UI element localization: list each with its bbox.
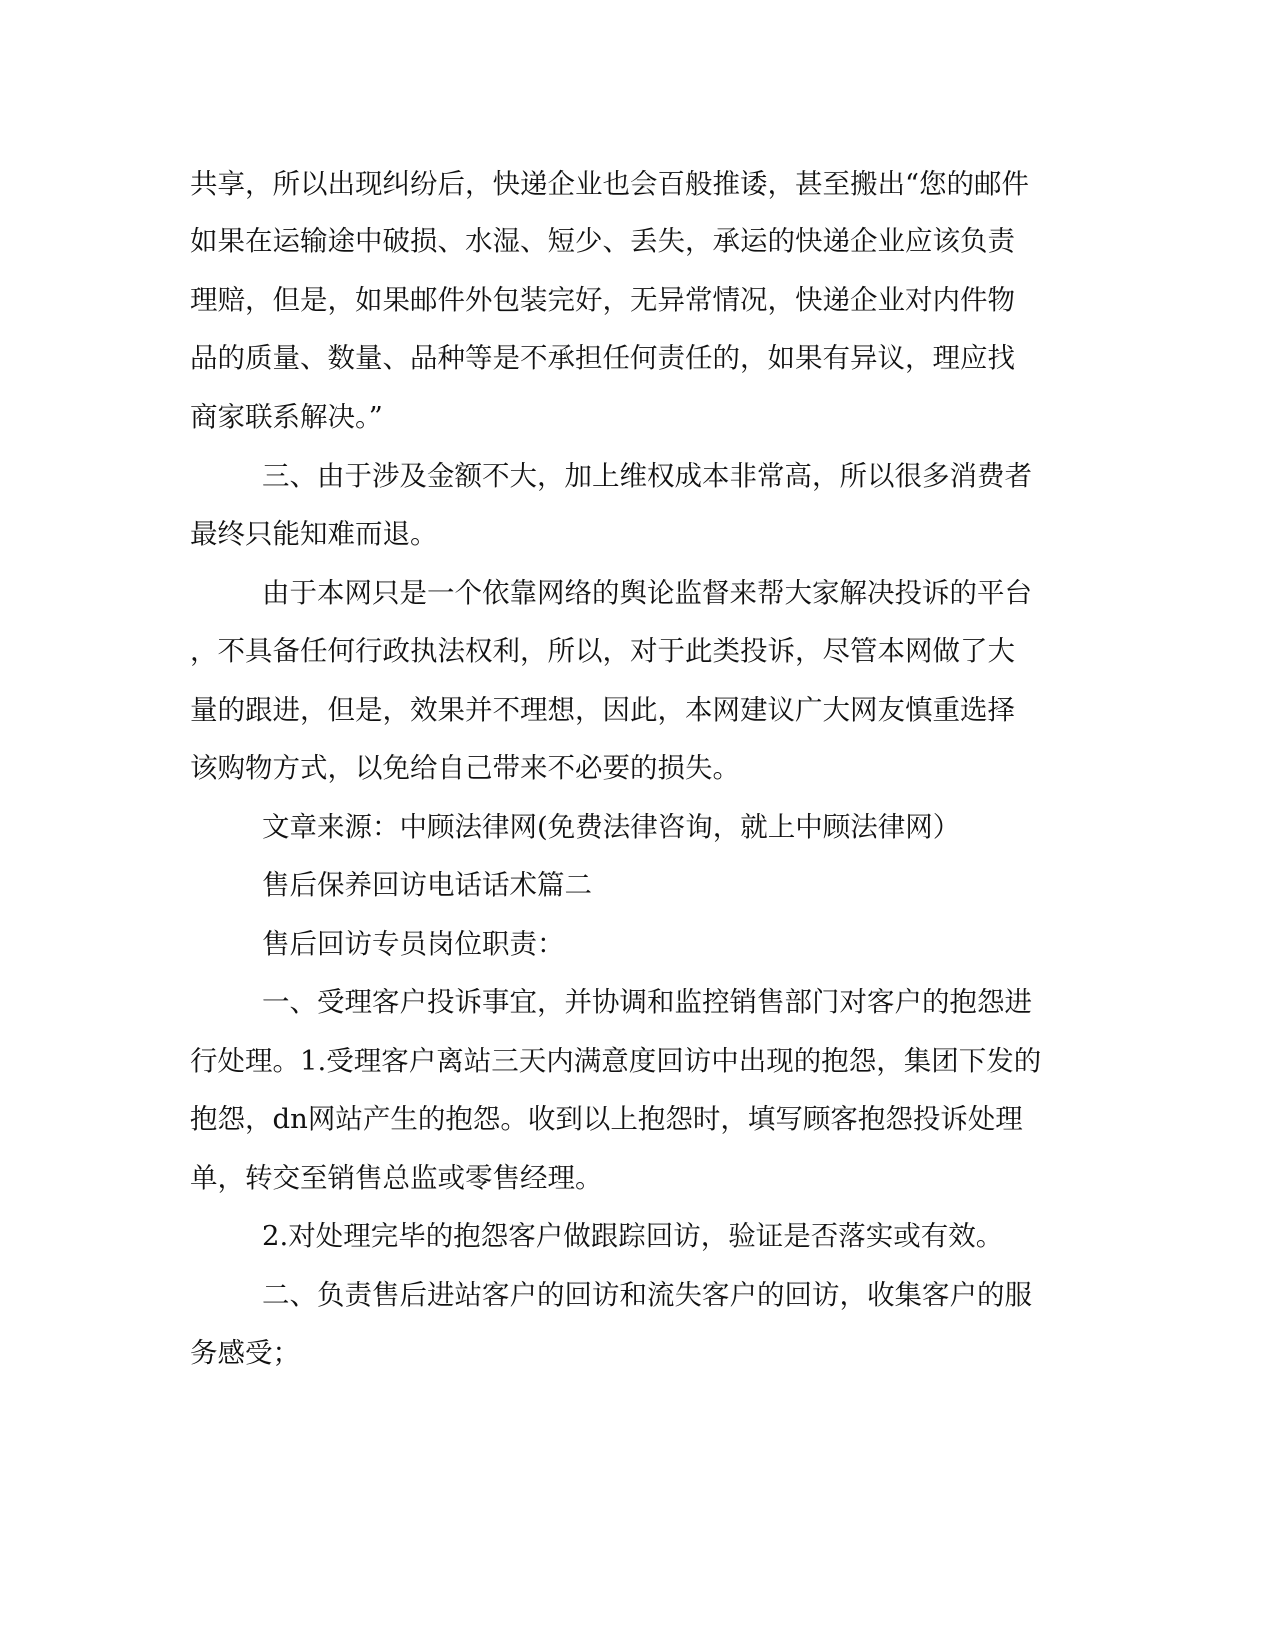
text-line-5: 商家联系解决。” bbox=[190, 401, 383, 433]
text-line-8: 由于本网只是一个依靠网络的舆论监督来帮大家解决投诉的平台 bbox=[262, 577, 1032, 609]
text-line-9: ，不具备任何行政执法权利，所以，对于此类投诉，尽管本网做了大 bbox=[190, 635, 1015, 667]
text-line-20: 二、负责售后进站客户的回访和流失客户的回访，收集客户的服 bbox=[262, 1279, 1032, 1311]
text-line-17: 抱怨，dn网站产生的抱怨。收到以上抱怨时，填写顾客抱怨投诉处理 bbox=[190, 1103, 1023, 1135]
subheading: 售后回访专员岗位职责： bbox=[262, 928, 565, 960]
text-line-16: 行处理。1.受理客户离站三天内满意度回访中出现的抱怨，集团下发的 bbox=[190, 1045, 1042, 1077]
text-line-1: 共享，所以出现纠纷后，快递企业也会百般推诿，甚至搬出“您的邮件 bbox=[190, 168, 1030, 200]
text-line-3: 理赔，但是，如果邮件外包装完好，无异常情况，快递企业对内件物 bbox=[190, 284, 1015, 316]
text-line-11: 该购物方式，以免给自己带来不必要的损失。 bbox=[190, 752, 740, 784]
text-line-10: 量的跟进，但是，效果并不理想，因此，本网建议广大网友慎重选择 bbox=[190, 694, 1015, 726]
section-title: 售后保养回访电话话术篇二 bbox=[262, 869, 592, 901]
text-line-7: 最终只能知难而退。 bbox=[190, 518, 438, 550]
text-line-4: 品的质量、数量、品种等是不承担任何责任的，如果有异议，理应找 bbox=[190, 342, 1015, 374]
text-line-18: 单，转交至销售总监或零售经理。 bbox=[190, 1162, 603, 1194]
text-line-21: 务感受； bbox=[190, 1337, 300, 1369]
text-line-15: 一、受理客户投诉事宜，并协调和监控销售部门对客户的抱怨进 bbox=[262, 986, 1032, 1018]
text-line-6: 三、由于涉及金额不大，加上维权成本非常高，所以很多消费者 bbox=[262, 460, 1032, 492]
source-line: 文章来源：中顾法律网(免费法律咨询，就上中顾法律网） bbox=[262, 811, 961, 843]
text-line-2: 如果在运输途中破损、水湿、短少、丢失，承运的快递企业应该负责 bbox=[190, 225, 1015, 257]
text-line-19: 2.对处理完毕的抱怨客户做跟踪回访，验证是否落实或有效。 bbox=[262, 1220, 1004, 1252]
